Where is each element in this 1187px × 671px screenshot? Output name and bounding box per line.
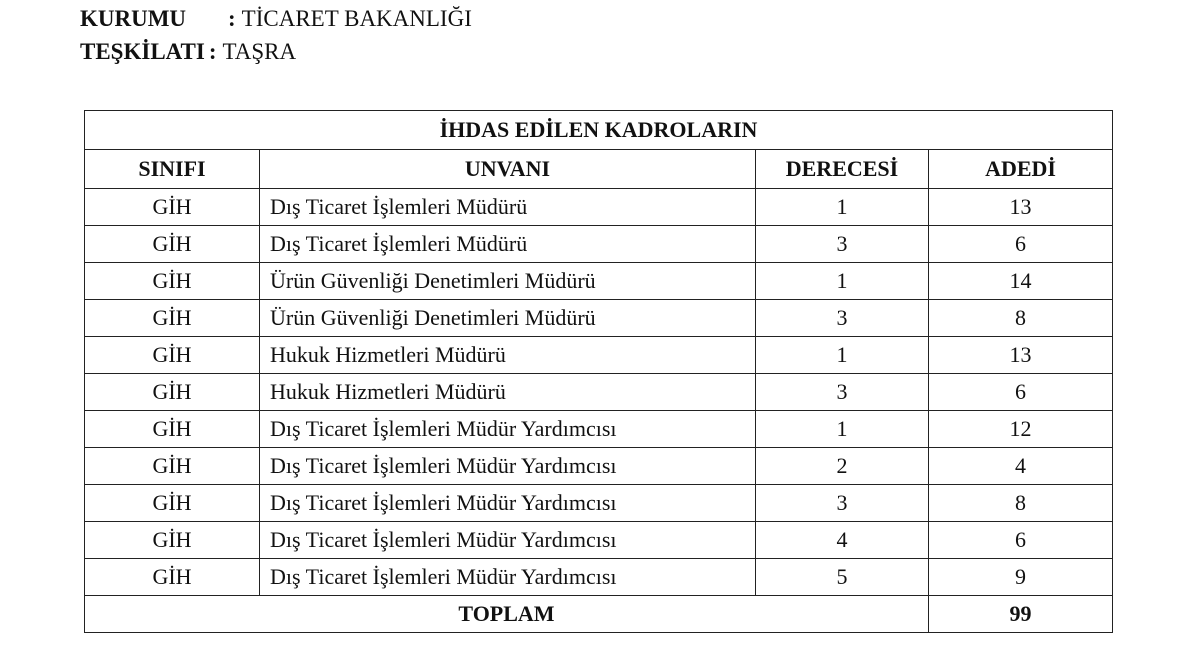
column-header-sinifi: SINIFI [85,150,260,189]
cell-adedi: 8 [929,485,1113,522]
teskilati-separator: : [208,39,217,64]
cell-sinifi: GİH [85,448,260,485]
table-title-row [85,111,1113,150]
cell-derecesi: 5 [756,559,929,596]
cell-unvani: Hukuk Hizmetleri Müdürü [260,337,756,374]
table-row [85,337,1113,374]
cell-adedi: 6 [929,522,1113,559]
table-row [85,263,1113,300]
column-header-derecesi: DERECESİ [756,150,929,189]
cell-adedi: 14 [929,263,1113,300]
table-header-row [85,150,1113,189]
cell-derecesi: 3 [756,374,929,411]
cell-sinifi: GİH [85,411,260,448]
table-row [85,300,1113,337]
table-row [85,226,1113,263]
cell-derecesi: 1 [756,189,929,226]
column-header-unvani: UNVANI [260,150,756,189]
cell-adedi: 6 [929,226,1113,263]
teskilati-line [80,35,472,68]
cell-sinifi: GİH [85,522,260,559]
table-row [85,559,1113,596]
table-row [85,374,1113,411]
table-body [85,189,1113,633]
kadro-table [84,110,1113,633]
document-header [80,2,472,68]
total-row [85,596,1113,633]
cell-adedi: 9 [929,559,1113,596]
table-row [85,485,1113,522]
table-row [85,448,1113,485]
cell-derecesi: 3 [756,226,929,263]
cell-unvani: Dış Ticaret İşlemleri Müdürü [260,189,756,226]
cell-adedi: 8 [929,300,1113,337]
cell-derecesi: 1 [756,263,929,300]
cell-sinifi: GİH [85,226,260,263]
table-row [85,522,1113,559]
cell-derecesi: 1 [756,337,929,374]
total-label: TOPLAM [85,596,929,633]
teskilati-label: TEŞKİLATI [80,39,205,64]
cell-adedi: 6 [929,374,1113,411]
cell-unvani: Hukuk Hizmetleri Müdürü [260,374,756,411]
cell-unvani: Dış Ticaret İşlemleri Müdür Yardımcısı [260,485,756,522]
column-header-adedi: ADEDİ [929,150,1113,189]
cell-adedi: 13 [929,189,1113,226]
cell-unvani: Dış Ticaret İşlemleri Müdür Yardımcısı [260,448,756,485]
cell-adedi: 4 [929,448,1113,485]
teskilati-value: TAŞRA [222,39,297,64]
cell-sinifi: GİH [85,300,260,337]
total-value: 99 [929,596,1113,633]
cell-unvani: Dış Ticaret İşlemleri Müdür Yardımcısı [260,411,756,448]
kurumu-separator: : [228,6,236,31]
cell-sinifi: GİH [85,263,260,300]
cell-derecesi: 3 [756,485,929,522]
cell-derecesi: 3 [756,300,929,337]
cell-derecesi: 4 [756,522,929,559]
kurumu-label: KURUMU [80,6,187,31]
cell-unvani: Dış Ticaret İşlemleri Müdürü [260,226,756,263]
cell-unvani: Dış Ticaret İşlemleri Müdür Yardımcısı [260,559,756,596]
cell-derecesi: 2 [756,448,929,485]
kurumu-value: TİCARET BAKANLIĞI [241,6,472,31]
kurumu-line [80,2,472,35]
cell-unvani: Ürün Güvenliği Denetimleri Müdürü [260,263,756,300]
cell-unvani: Dış Ticaret İşlemleri Müdür Yardımcısı [260,522,756,559]
cell-adedi: 13 [929,337,1113,374]
table-row [85,189,1113,226]
table-row [85,411,1113,448]
cell-sinifi: GİH [85,485,260,522]
cell-sinifi: GİH [85,189,260,226]
cell-adedi: 12 [929,411,1113,448]
cell-unvani: Ürün Güvenliği Denetimleri Müdürü [260,300,756,337]
table-title: İHDAS EDİLEN KADROLARIN [85,111,1113,150]
cell-sinifi: GİH [85,559,260,596]
cell-derecesi: 1 [756,411,929,448]
cell-sinifi: GİH [85,374,260,411]
cell-sinifi: GİH [85,337,260,374]
